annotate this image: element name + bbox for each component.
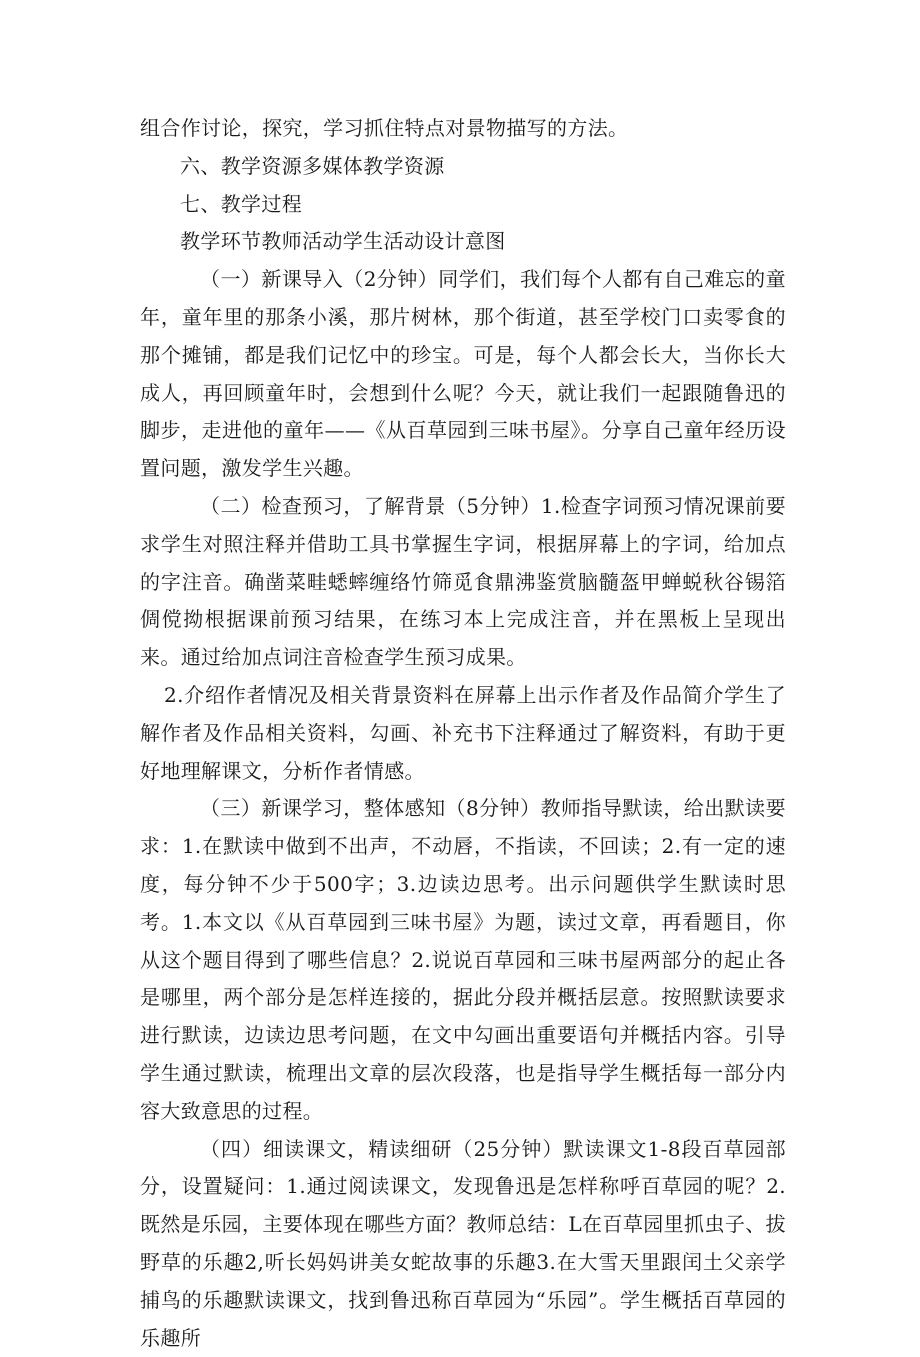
paragraph-overall-perception: （三）新课学习，整体感知（8分钟）教师指导默读，给出默读要求：1.在默读中做到不出声，不动唇，不指读，不回读；2.有一定的速度，每分钟不少于500字；3.边读边思考。出示问题供学生默读时思考。1.本文以《从百草园到三味书屋》为题，读过文章，再看题目，你从这个题目得到了哪些信息？2.说说百草园和三味书屋两部分的起止各是哪里，两个部分是怎样连接的，据此分段并概括层意。按照默读要求进行默读，边读边思考问题，在文中勾画出重要语句并概括内容。引导学生通过默读，梳理出文章的层次段落，也是指导学生概括每一部分内容大致意思的过程。 (140, 796, 786, 1123)
paragraph-preview-check: （二）检查预习，了解背景（5分钟）1.检查字词预习情况课前要求学生对照注释并借助工具书掌握生字词，根据屏幕上的字词，给加点的字注音。确凿菜畦蟋蟀缠络竹筛觅食鼎沸鉴赏脑髓盔甲蝉蜕秋谷锡箔倜傥拗根据课前预习结果，在练习本上完成注音，并在黑板上呈现出来。通过给加点词注音检查学生预习成果。 (140, 493, 786, 670)
paragraph-close-reading: （四）细读课文，精读细研（25分钟）默读课文1-8段百草园部分，设置疑问：1.通过阅读课文，发现鲁迅是怎样称呼百草园的呢？2.既然是乐园，主要体现在哪些方面？教师总结：L在百草园里抓虫子、拔野草的乐趣2,听长妈妈讲美女蛇故事的乐趣3.在大雪天里跟闰土父亲学捕鸟的乐趣默读课文，找到鲁迅称百草园为“乐园”。学生概括百草园的乐趣所 (140, 1136, 786, 1350)
paragraph-author-background: 2.介绍作者情况及相关背景资料在屏幕上出示作者及作品简介学生了解作者及作品相关资料，勾画、补充书下注释通过了解资料，有助于更好地理解课文，分析作者情感。 (140, 682, 786, 783)
section-heading-process: 七、教学过程 (180, 191, 303, 216)
table-header-line: 教学环节教师活动学生活动设计意图 (180, 229, 506, 254)
document-body (140, 110, 786, 1357)
paragraph-introduction: （一）新课导入（2分钟）同学们，我们每个人都有自己难忘的童年，童年里的那条小溪，那片树林，那个街道，甚至学校门口卖零食的那个摊铺，都是我们记忆中的珍宝。可是，每个人都会长大，当你长大成人，再回顾童年时，会想到什么呢？今天，就让我们一起跟随鲁迅的脚步，走进他的童年——《从百草园到三味书屋》。分享自己童年经历设置问题，激发学生兴趣。 (140, 267, 786, 481)
section-heading-resources: 六、教学资源多媒体教学资源 (180, 153, 445, 178)
paragraph-continuation: 组合作讨论，探究，学习抓住特点对景物描写的方法。 (140, 116, 629, 140)
